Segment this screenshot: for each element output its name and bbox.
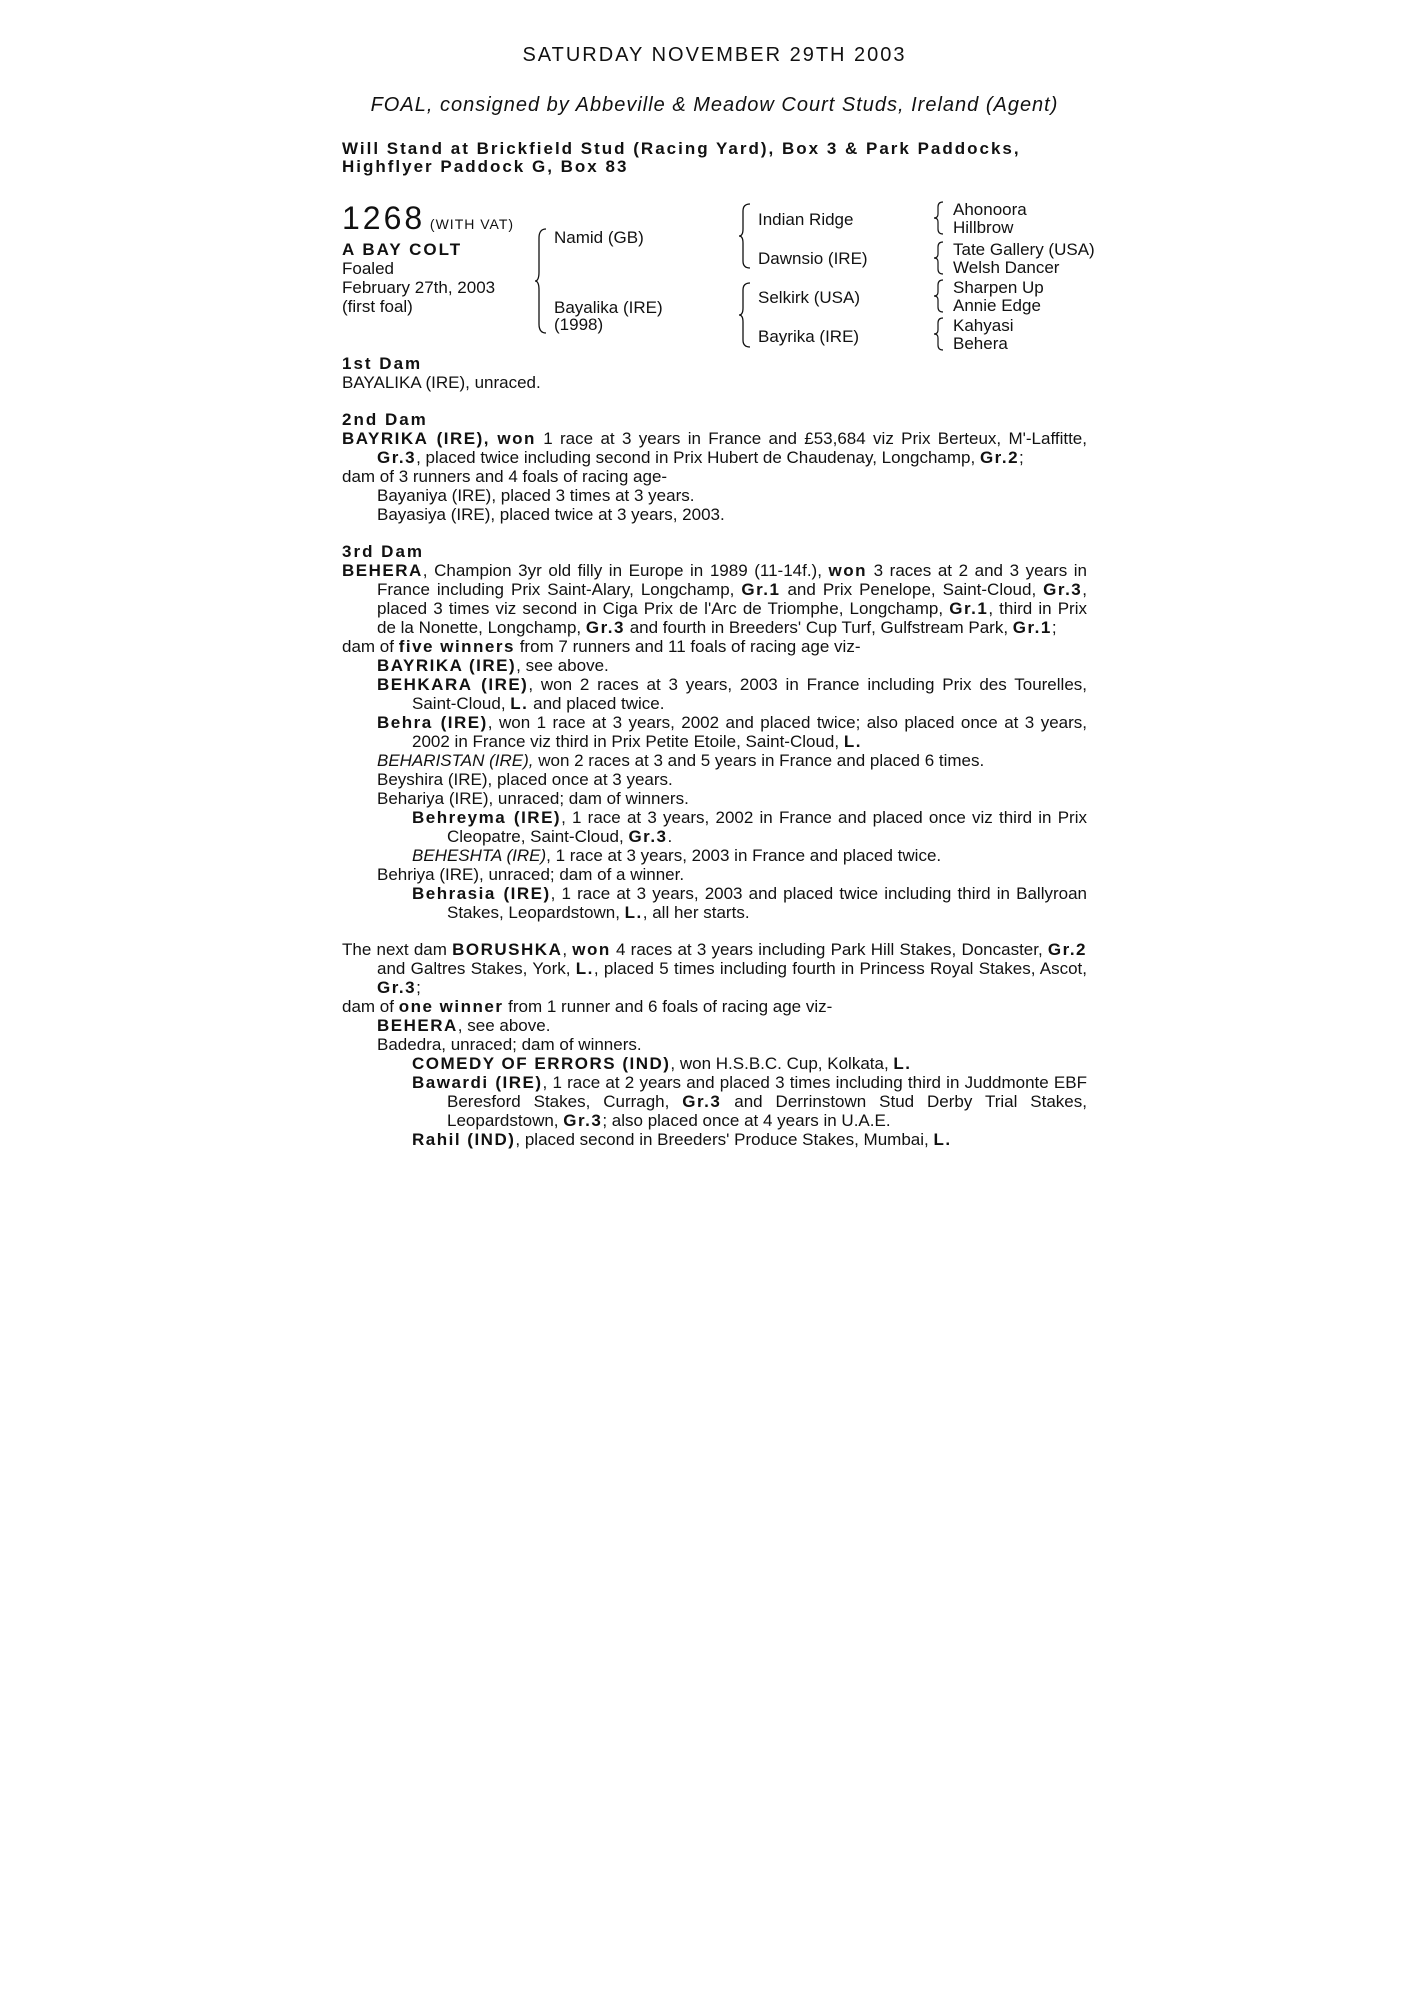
third-dam-record: BEHERA, Champion 3yr old filly in Europe in 1989 (11-14f.), won 3 races at 2 and 3 years in France including Prix Saint-Alary, Longchamp, Gr.1 and Prix Penelope, Saint-Cloud, Gr.3, placed 3 times viz second in Ciga Prix de l'Arc de Triomphe, Longchamp, Gr.1, third in Prix de la Nonette, Longchamp, Gr.3 and fourth in Breeders' Cup Turf, Gulfstream Park, Gr.1; (342, 561, 1088, 637)
pedigree-g6: Annie Edge (953, 296, 1041, 315)
pedigree-g5: Sharpen Up (953, 278, 1044, 297)
sale-date-header: SATURDAY NOVEMBER 29TH 2003 (522, 44, 907, 66)
pedigree-brace-g2 (933, 241, 945, 275)
second-dam-record: BAYRIKA (IRE), won 1 race at 3 years in France and £53,684 viz Prix Berteux, M'-Laffitte, Gr.3, placed twice including second in Prix Hubert de Chaudenay, Longchamp, Gr.2; (342, 429, 1087, 467)
next-dam-record: The next dam BORUSHKA, won 4 races at 3 years including Park Hill Stakes, Doncaster, Gr.2 and Galtres Stakes, York, L., placed 5 times including fourth in Princess Royal Stakes, Ascot, Gr.3; (342, 940, 1088, 997)
progeny-item: BEHERA, see above. (377, 1016, 551, 1035)
next-dam-section (342, 940, 1087, 1149)
stabling-line-1: Will Stand at Brickfield Stud (Racing Yard), Box 3 & Park Paddocks, (342, 139, 1021, 158)
horse-name: BORUSHKA (452, 940, 563, 959)
lot-vat-note: (WITH VAT) (429, 216, 515, 232)
pedigree-brace-g3 (933, 279, 945, 313)
pedigree-brace-g4 (933, 317, 945, 351)
pedigree-dam-sire: Selkirk (USA) (758, 288, 861, 307)
won-label: won (572, 940, 611, 959)
third-dam-heading: 3rd Dam (342, 542, 425, 561)
pedigree-g1: Ahonoora (953, 200, 1027, 219)
pedigree-g7: Kahyasi (953, 316, 1014, 335)
second-dam-section (342, 410, 1087, 524)
progeny-item: Badedra, unraced; dam of winners. (377, 1035, 642, 1054)
pedigree-g3: Tate Gallery (USA) (953, 240, 1095, 259)
stabling-info (342, 140, 1087, 176)
first-dam-section (342, 354, 1087, 392)
progeny-item: Bayaniya (IRE), placed 3 times at 3 years. (377, 486, 695, 505)
grade-label: Gr.2 (979, 448, 1020, 467)
grade-label: Gr.3 (1043, 580, 1083, 599)
lot-block (342, 200, 542, 316)
lot-number: 1268 (342, 200, 426, 236)
progeny-item: Bayasiya (IRE), placed twice at 3 years, 2003. (377, 505, 725, 524)
foaled-date: February 27th, 2003 (342, 278, 496, 297)
stabling-line-2: Highflyer Paddock G, Box 83 (342, 157, 629, 176)
progeny-item: Behrasia (IRE), 1 race at 3 years, 2003 and placed twice including third in Ballyroan Stakes, Leopardstown, L., all her starts. (412, 884, 1088, 922)
progeny-item: Rahil (IND), placed second in Breeders' Produce Stakes, Mumbai, L. (412, 1130, 952, 1149)
horse-name: BAYRIKA (IRE), (342, 429, 490, 448)
pedigree-dam-dam: Bayrika (IRE) (758, 327, 860, 346)
progeny-item: BAYRIKA (IRE), see above. (377, 656, 609, 675)
progeny-item: Beyshira (IRE), placed once at 3 years. (377, 770, 673, 789)
lot-description: A BAY COLT (342, 240, 463, 259)
pedigree-brace-dam (738, 282, 752, 348)
progeny-item: COMEDY OF ERRORS (IND), won H.S.B.C. Cup, Kolkata, L. (412, 1054, 912, 1073)
progeny-item: Bawardi (IRE), 1 race at 2 years and placed 3 times including third in Juddmonte EBF Beresford Stakes, Curragh, Gr.3 and Derrinstown Stud Derby Trial Stakes, Leopardstown, Gr.3; also placed once at 4 years in U.A.E. (412, 1073, 1087, 1130)
progeny-item: BEHARISTAN (IRE), won 2 races at 3 and 5 years in France and placed 6 times. (377, 751, 985, 770)
horse-name: BEHERA (342, 561, 423, 580)
won-label: won (828, 561, 868, 580)
grade-label: Gr.3 (377, 448, 417, 467)
pedigree-dam-year: (1998) (554, 315, 604, 334)
lot-number-line (342, 200, 542, 236)
pedigree-dam: Bayalika (IRE) (554, 298, 663, 317)
second-dam-heading: 2nd Dam (342, 410, 428, 429)
progeny-item: Behariya (IRE), unraced; dam of winners. (377, 789, 689, 808)
grade-label: Gr.1 (1012, 618, 1052, 637)
foaled-label: Foaled (342, 259, 394, 278)
pedigree-sire-dam: Dawnsio (IRE) (758, 249, 868, 268)
progeny-item: BEHESHTA (IRE), 1 race at 3 years, 2003 in France and placed twice. (412, 846, 942, 865)
pedigree-brace-main (534, 228, 548, 334)
second-dam-produce-summary: dam of 3 runners and 4 foals of racing age- (342, 467, 668, 486)
won-label: won (497, 429, 536, 448)
grade-label: Gr.3 (585, 618, 625, 637)
pedigree-sire: Namid (GB) (554, 228, 644, 247)
next-dam-produce-summary: dam of one winner from 1 runner and 6 foals of racing age viz- (342, 997, 833, 1016)
pedigree-brace-g1 (933, 201, 945, 235)
third-dam-section (342, 542, 1087, 922)
dam-line-details (342, 354, 1087, 1149)
consignor-line: FOAL, consigned by Abbeville & Meadow Court Studs, Ireland (Agent) (370, 94, 1059, 116)
third-dam-produce-summary: dam of five winners from 7 runners and 11 foals of racing age viz- (342, 637, 861, 656)
pedigree-g2: Hillbrow (953, 218, 1014, 237)
progeny-item: Behra (IRE), won 1 race at 3 years, 2002 and placed twice; also placed once at 3 years, 2002 in France viz third in Prix Petite Etoile, Saint-Cloud, L. (377, 713, 1088, 751)
first-dam-text: BAYALIKA (IRE), unraced. (342, 373, 541, 392)
grade-label: Gr.1 (741, 580, 781, 599)
progeny-item: Behreyma (IRE), 1 race at 3 years, 2002 in France and placed once viz third in Prix Cleopatre, Saint-Cloud, Gr.3. (412, 808, 1087, 846)
pedigree-g4: Welsh Dancer (953, 258, 1060, 277)
progeny-item: BEHKARA (IRE), won 2 races at 3 years, 2003 in France including Prix des Tourelles, Saint-Cloud, L. and placed twice. (377, 675, 1087, 713)
first-dam-heading: 1st Dam (342, 354, 423, 373)
pedigree-g8: Behera (953, 334, 1008, 353)
foal-note: (first foal) (342, 297, 413, 316)
progeny-item: Behriya (IRE), unraced; dam of a winner. (377, 865, 685, 884)
pedigree-sire-sire: Indian Ridge (758, 210, 854, 229)
pedigree-brace-sire (738, 203, 752, 269)
grade-label: Gr.1 (949, 599, 989, 618)
